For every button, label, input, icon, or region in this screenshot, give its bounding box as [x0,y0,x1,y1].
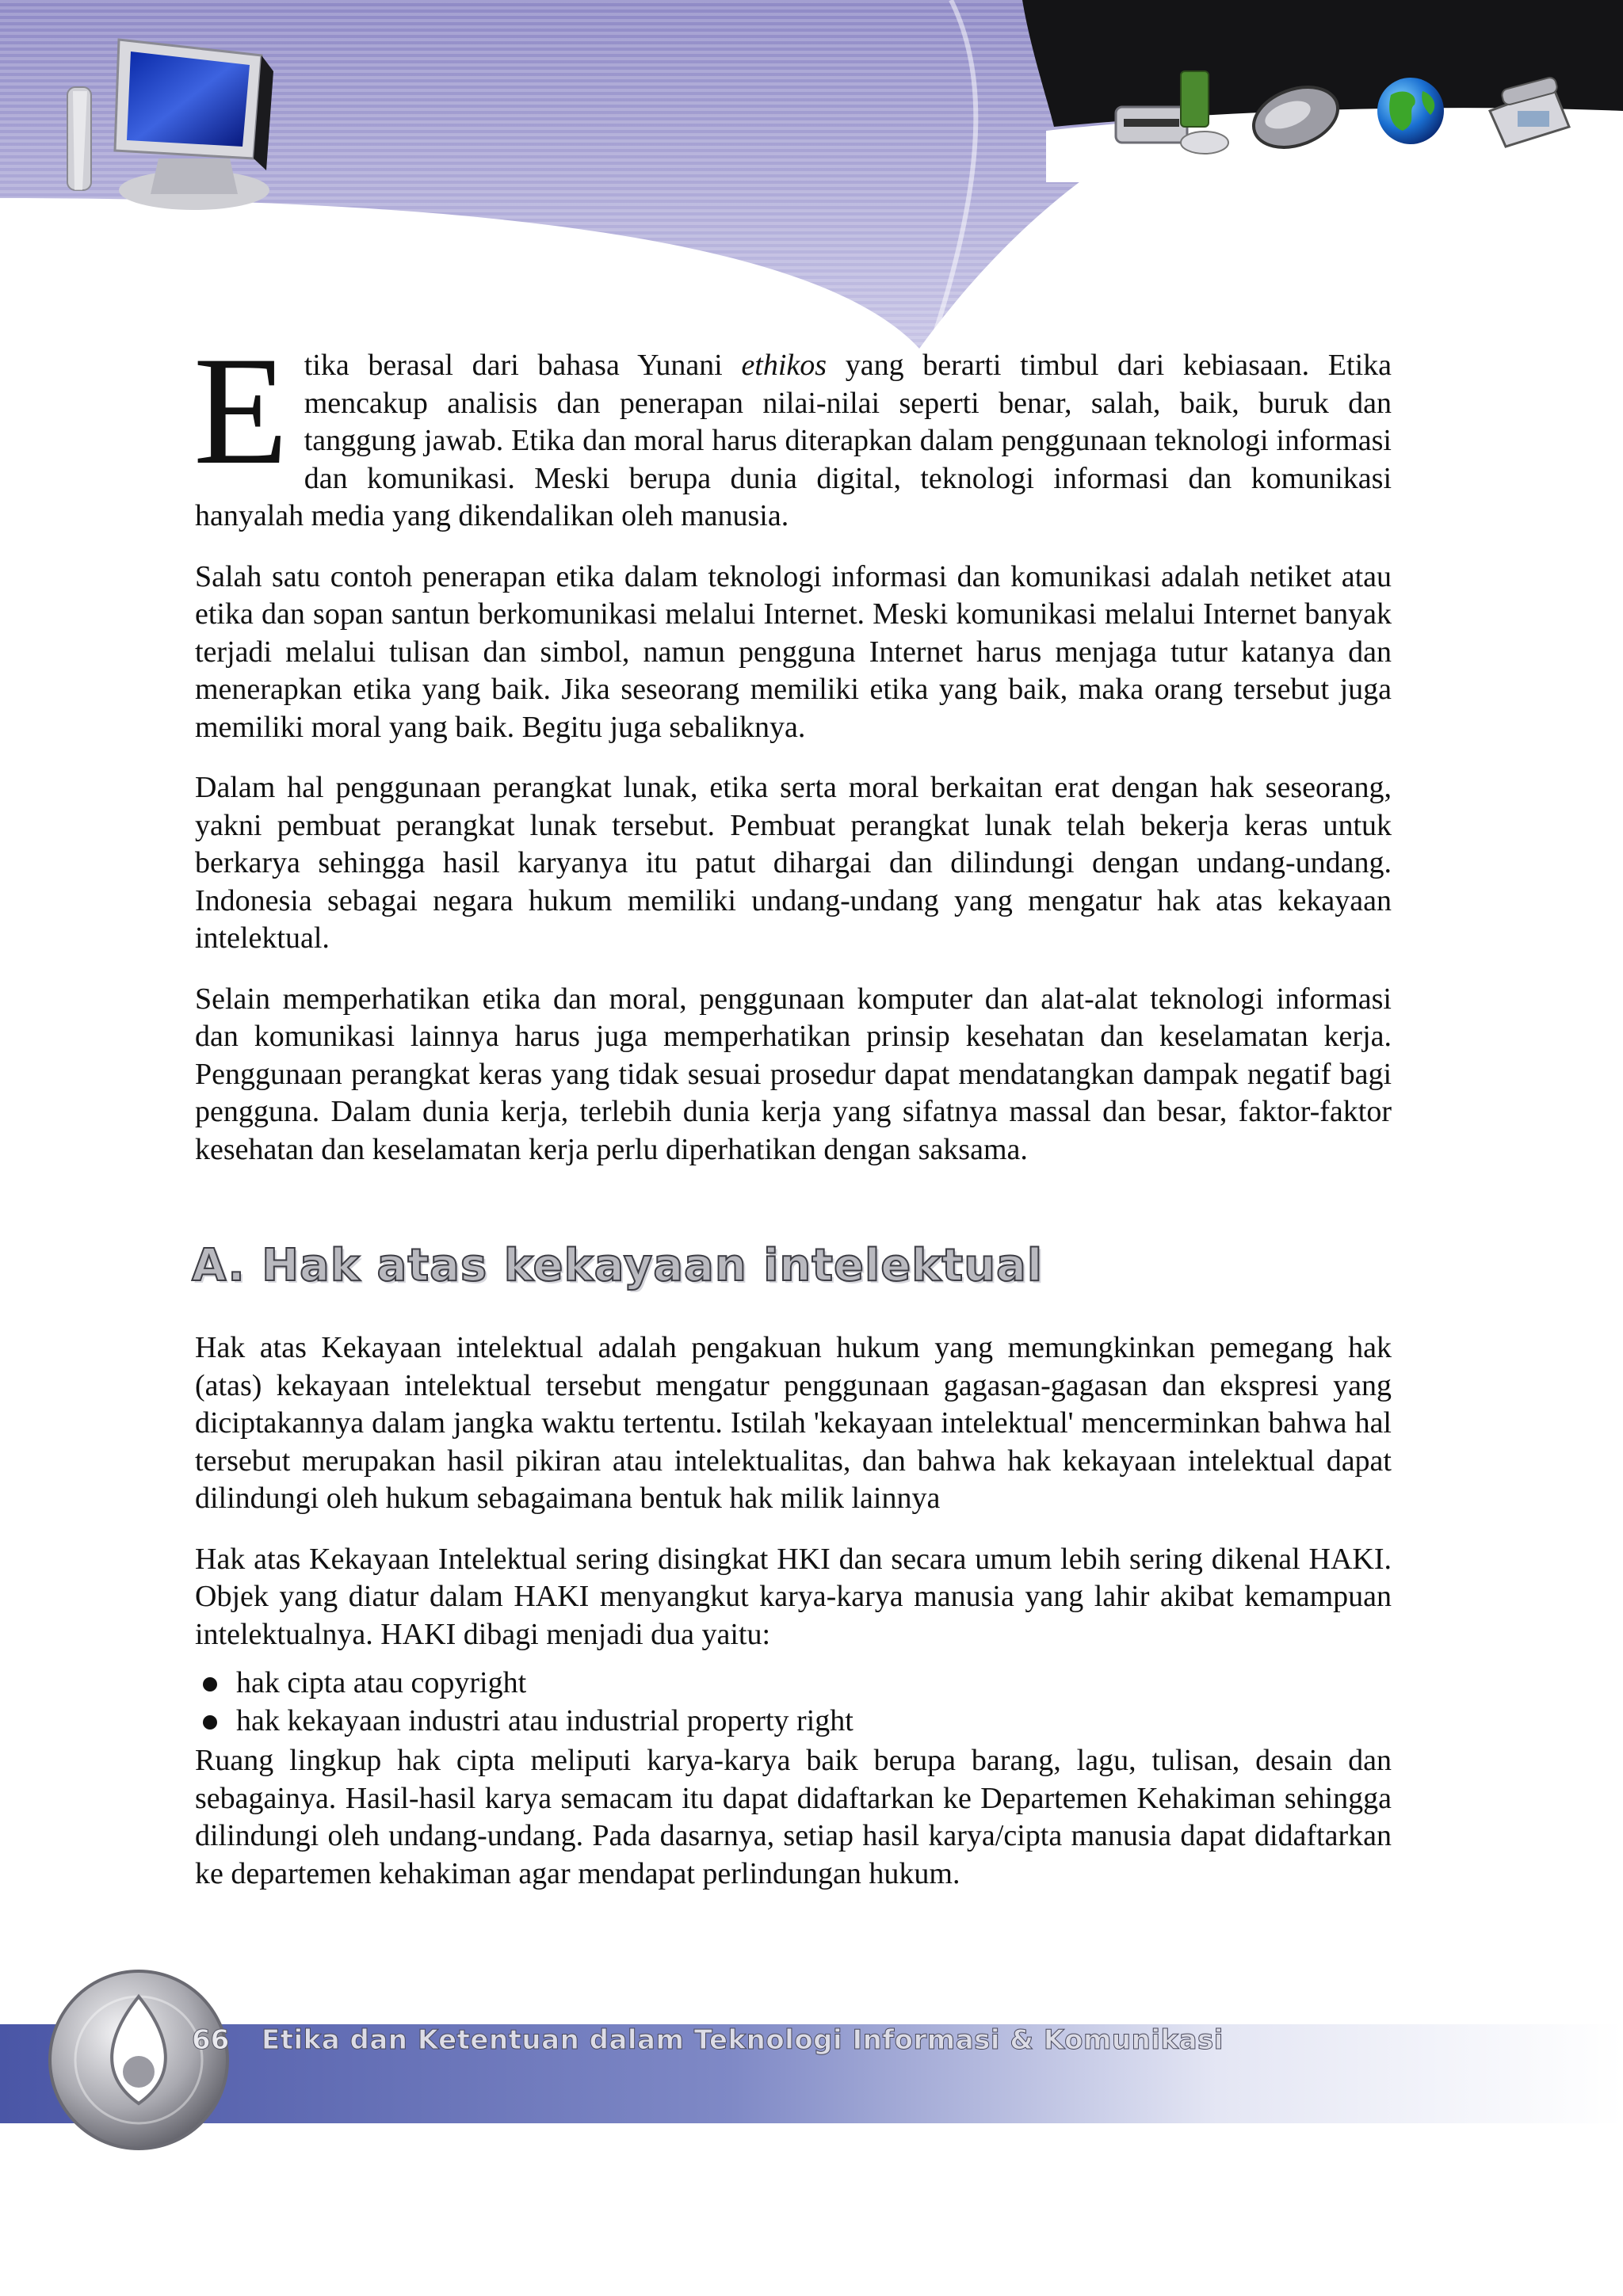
page-number: 66 [192,2024,230,2056]
section-heading: A. Hak atas kekayaan intelektual [192,1240,1044,1291]
bullet-icon [203,1677,217,1691]
drop-cap: E [193,325,288,497]
intro-paragraph: Etika berasal dari bahasa Yunani ethikos yang berarti timbul dari kebiasaan. Etika mencakup analisis dan penerapan nilai-nilai seperti benar, salah, baik, buruk dan tanggung jawab. Etika dan moral harus diterapkan dalam penggunaan teknologi informasi dan komunikasi. Meski berupa dunia digital, teknologi informasi dan komunikasi hanyalah media yang dikendalikan oleh manusia. [193,325,1392,532]
paragraph: Dalam hal penggunaan perangkat lunak, etika serta moral berkaitan erat dengan hak seseorang, yakni pembuat perangkat lunak tersebut. Pembuat perangkat lunak telah bekerja keras untuk berkarya sehingga hasil karyanya itu patut dihargai dan dilindungi dengan undang-undang. Indonesia sebagai negara hukum memiliki undang-undang yang mengatur hak atas kekayaan intelektual. [195,771,1392,955]
paragraph: Selain memperhatikan etika dan moral, penggunaan komputer dan alat-alat teknologi informasi dan komunikasi lainnya harus juga memperhatikan prinsip kesehatan dan keselamatan kerja. Penggunaan perangkat keras yang tidak sesuai prosedur dapat mendatangkan dampak negatif bagi pengguna. Dalam dunia kerja, terlebih dunia kerja yang sifatnya massal dan besar, faktor-faktor kesehatan dan keselamatan kerja perlu diperhatikan dengan saksama. [195,982,1392,1166]
paragraph: Ruang lingkup hak cipta meliputi karya-karya baik berupa barang, lagu, tulisan, desain dan sebagainya. Hasil-hasil karya semacam itu dapat didaftarkan ke Departemen Kehakiman sehingga dilindungi oleh undang-undang. Pada dasarnya, setiap hasil karya/cipta manusia dapat didaftarkan ke departemen kehakiman agar mendapat perlindungan hukum. [195,1744,1392,1890]
body-text [193,325,1392,1192]
bullet-icon [203,1715,217,1730]
bullet-list [195,1665,1392,1740]
cd-disc-icon [50,1971,230,2149]
paragraph: Salah satu contoh penerapan etika dalam teknologi informasi dan komunikasi adalah netiket atau etika dan sopan santun berkomunikasi melalui Internet. Meski komunikasi melalui Internet banyak terjadi melalui tulisan dan simbol, namun pengguna Internet harus menjaga tutur katanya dan menerapkan etika yang baik. Jika seseorang memiliki etika yang baik, maka orang tersebut juga memiliki moral yang baik. Begitu juga sebaliknya. [195,559,1392,744]
italic-term: ethikos [741,349,827,382]
globe-icon [1377,78,1444,144]
list-item: hak kekayaan industri atau industrial property right [195,1703,1392,1741]
paragraph: Hak atas Kekayaan intelektual adalah pengakuan hukum yang memungkinkan pemegang hak (atas) kekayaan intelektual tersebut mengatur penggunaan gagasan-gagasan dan ekspresi yang diciptakannya dalam jangka waktu tertentu. Istilah 'kekayaan intelektual' mencerminkan bahwa hal tersebut merupakan hasil pikiran atau intelektualitas, dan bahwa hak kekayaan intelektual dapat dilindungi oleh hukum sebagaimana bentuk hak milik lainnya [195,1331,1392,1515]
header-decoration [0,0,1623,349]
section-body [195,1329,1392,1916]
paragraph: Hak atas Kekayaan Intelektual sering disingkat HKI dan secara umum lebih sering dikenal HAKI. Objek yang diatur dalam HAKI menyangkut karya-karya manusia yang lahir akibat kemampuan intelektualnya. HAKI dibagi menjadi dua yaitu: [195,1542,1392,1651]
list-item: hak cipta atau copyright [195,1665,1392,1703]
footer-title: Etika dan Ketentuan dalam Teknologi Informasi & Komunikasi [262,2024,1224,2056]
